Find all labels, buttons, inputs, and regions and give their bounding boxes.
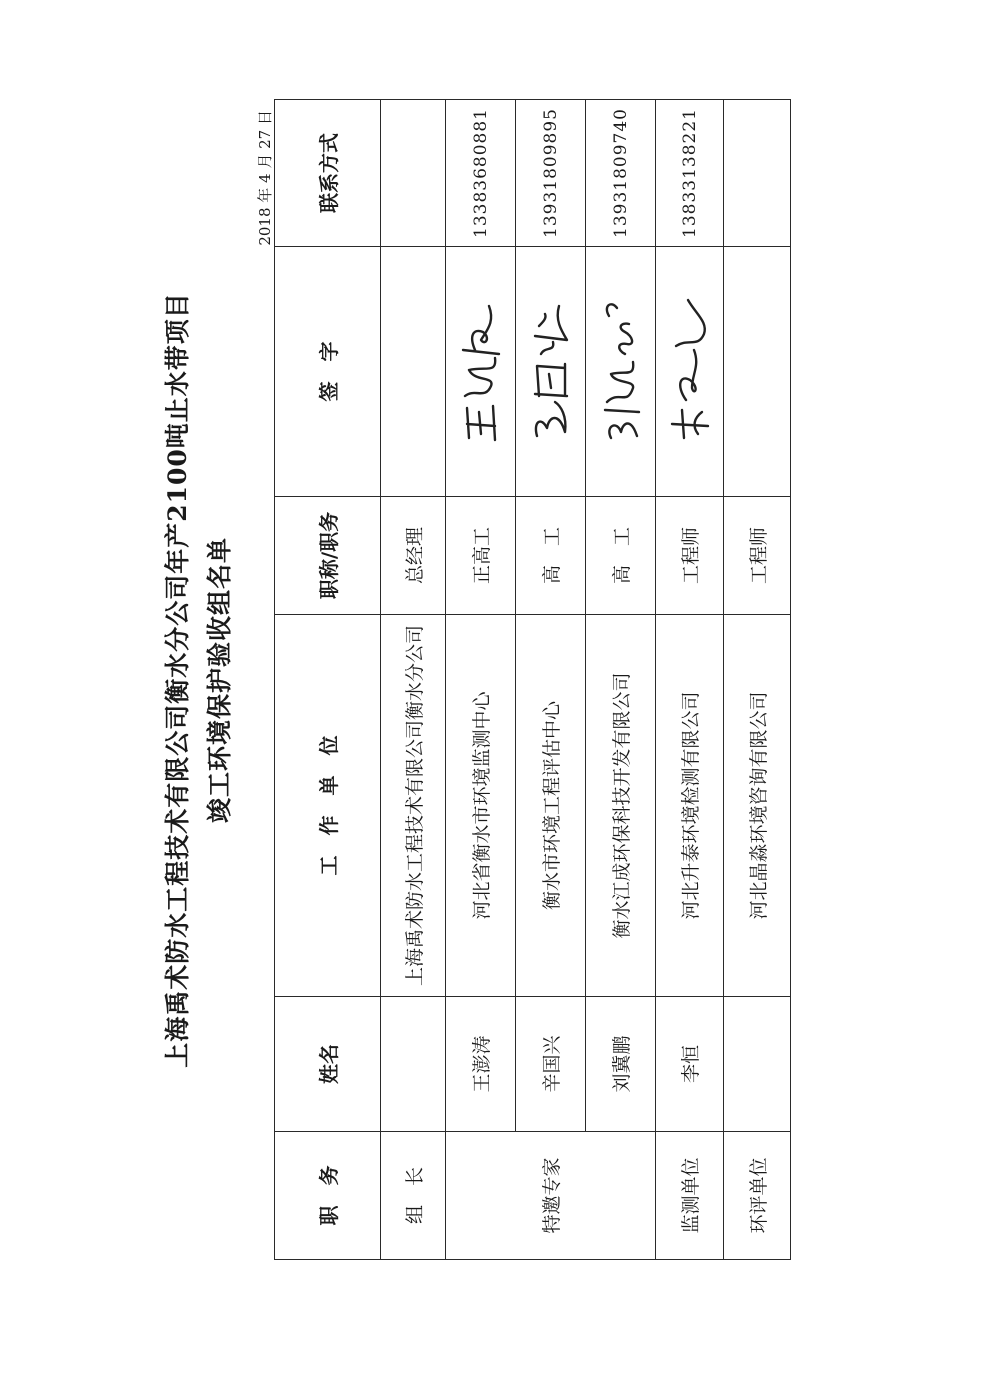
cell-role: 组 长 — [381, 1132, 446, 1260]
header-org: 工 作 单 位 — [275, 615, 381, 997]
document-title-line1: 上海禹术防水工程技术有限公司衡水分公司年产2100吨止水带项目 — [163, 292, 192, 1068]
cell-signature — [516, 247, 586, 497]
document-title-line2: 竣工环境保护验收组名单 — [205, 537, 234, 824]
table-row — [516, 100, 586, 1260]
handwritten-signature-2 — [525, 297, 577, 447]
cell-role: 特邀专家 — [446, 1132, 656, 1260]
cell-contact: 13383680881 — [446, 100, 516, 247]
header-role: 职 务 — [275, 1132, 381, 1260]
cell-title: 高 工 — [586, 497, 656, 615]
handwritten-signature-1 — [455, 297, 507, 447]
header-sign: 签 字 — [275, 247, 381, 497]
table-row — [446, 100, 516, 1260]
cell-name: 李恒 — [656, 997, 724, 1132]
header-name: 姓名 — [275, 997, 381, 1132]
cell-title: 高 工 — [516, 497, 586, 615]
cell-role: 监测单位 — [656, 1132, 724, 1260]
handwritten-signature-4 — [664, 297, 716, 447]
document-page — [150, 100, 790, 1260]
cell-signature — [724, 247, 791, 497]
cell-signature — [586, 247, 656, 497]
cell-name: 辛国兴 — [516, 997, 586, 1132]
cell-contact: 13931809740 — [586, 100, 656, 247]
cell-org: 河北省衡水市环境监测中心 — [446, 615, 516, 997]
table-row — [381, 100, 446, 1260]
table-row — [724, 100, 791, 1260]
cell-name: 刘冀鹏 — [586, 997, 656, 1132]
cell-signature — [656, 247, 724, 497]
cell-contact — [381, 100, 446, 247]
cell-signature — [446, 247, 516, 497]
table-row — [656, 100, 724, 1260]
cell-org: 河北晶淼环境咨询有限公司 — [724, 615, 791, 997]
cell-title: 总经理 — [381, 497, 446, 615]
header-title: 职称/职务 — [275, 497, 381, 615]
cell-title: 工程师 — [724, 497, 791, 615]
cell-role: 环评单位 — [724, 1132, 791, 1260]
cell-org: 衡水江成环保科技开发有限公司 — [586, 615, 656, 997]
cell-name — [381, 997, 446, 1132]
cell-org: 上海禹术防水工程技术有限公司衡水分公司 — [381, 615, 446, 997]
cell-contact: 13833138221 — [656, 100, 724, 247]
cell-contact — [724, 100, 791, 247]
cell-org: 衡水市环境工程评估中心 — [516, 615, 586, 997]
cell-contact: 13931809895 — [516, 100, 586, 247]
document-date: 2018 年 4 月 27 日 — [256, 110, 274, 246]
table-row — [586, 100, 656, 1260]
handwritten-signature-3 — [595, 297, 647, 447]
cell-name — [724, 997, 791, 1132]
acceptance-group-table — [274, 99, 791, 1260]
cell-title: 工程师 — [656, 497, 724, 615]
table-header-row — [275, 100, 381, 1260]
header-contact: 联系方式 — [275, 100, 381, 247]
cell-signature — [381, 247, 446, 497]
cell-name: 王澎涛 — [446, 997, 516, 1132]
cell-title: 正高工 — [446, 497, 516, 615]
cell-org: 河北升泰环境检测有限公司 — [656, 615, 724, 997]
